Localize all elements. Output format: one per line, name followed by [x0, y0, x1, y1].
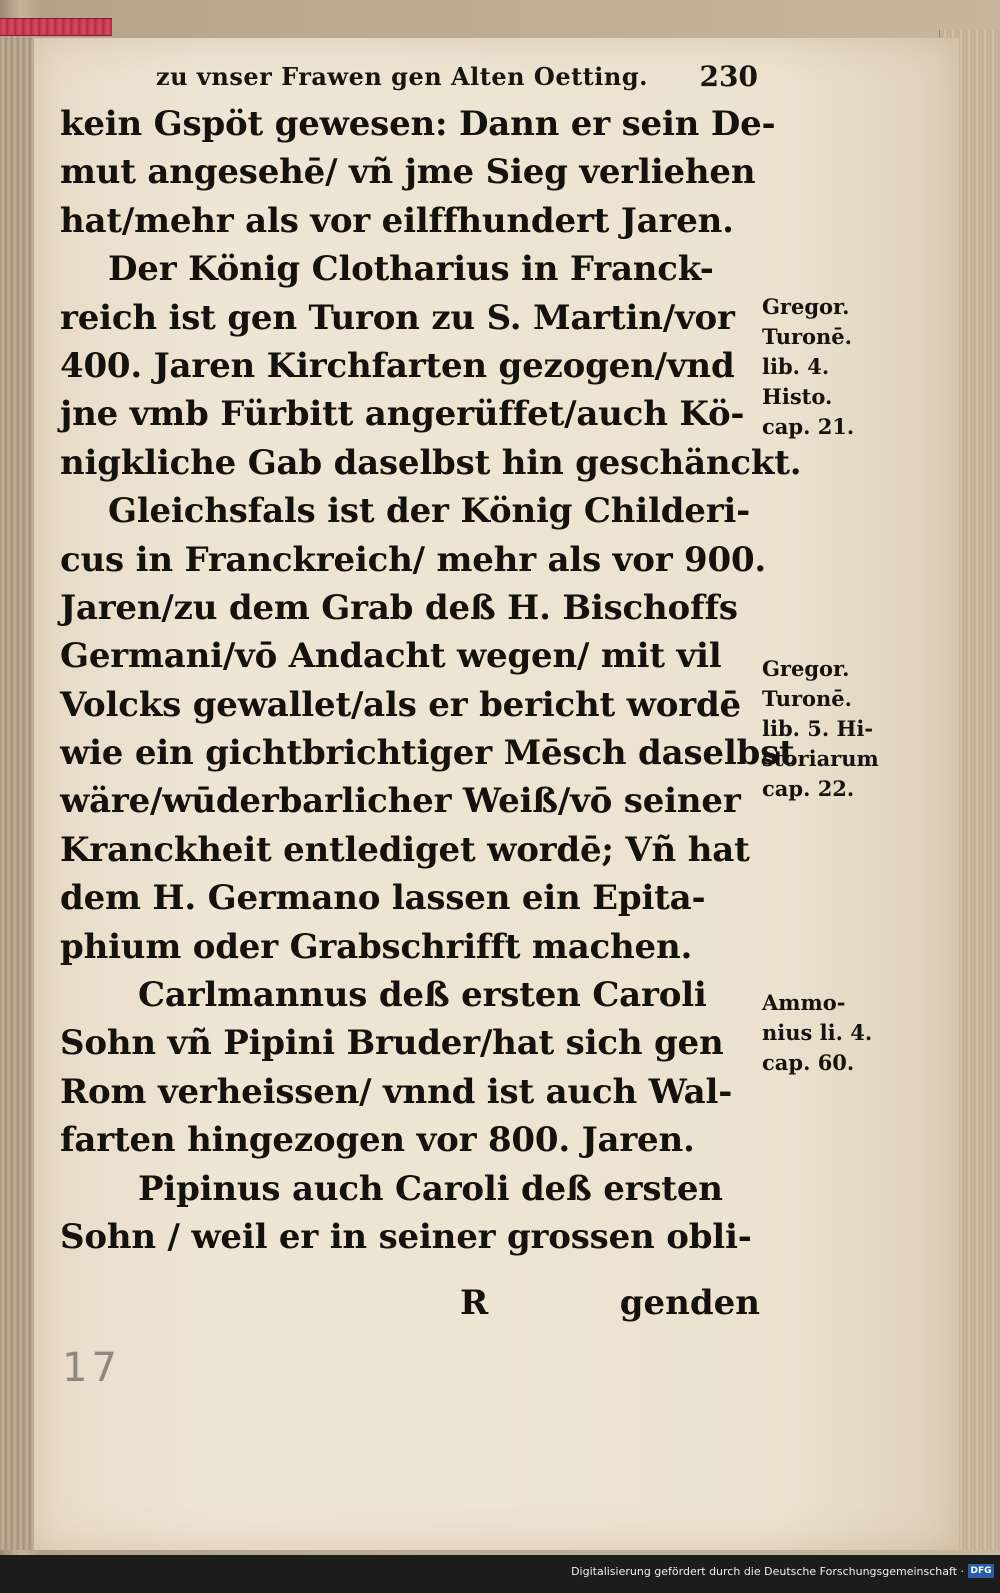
text-line: reich ist gen Turon zu S. Martin/vor — [60, 297, 735, 338]
margin-note-line: Histo. — [762, 384, 833, 409]
text-line: wie ein gichtbrichtiger Mēsch daselbst — [60, 733, 795, 774]
text-line: jne vmb Fürbitt angerüffet/auch Kö- — [60, 394, 745, 435]
text-line: Carlmannus deß ersten Caroli — [138, 975, 707, 1016]
margin-note-line: Gregor. — [762, 656, 850, 681]
margin-note-line: lib. 4. — [762, 354, 830, 379]
running-head-title: zu vnser Frawen gen Alten Oetting. — [156, 62, 648, 91]
bookmark-ribbon — [0, 18, 112, 36]
margin-note-line: storiarum — [762, 746, 879, 771]
margin-note-line: Ammo- — [762, 990, 846, 1015]
margin-note-line: cap. 22. — [762, 776, 855, 801]
binding-edge — [0, 30, 34, 1550]
margin-note-line: Turonē. — [762, 686, 852, 711]
margin-note-line: Turonē. — [762, 324, 852, 349]
text-line: mut angesehē/ vñ jme Sieg verliehen — [60, 152, 756, 193]
funding-credit: Digitalisierung gefördert durch die Deutsche Forschungsgemeinschaft · — [571, 1565, 964, 1578]
margin-note-1 — [762, 292, 922, 442]
text-line: Jaren/zu dem Grab deß H. Bischoffs — [60, 587, 738, 628]
margin-note-line: nius li. 4. — [762, 1020, 873, 1045]
margin-note-line: cap. 60. — [762, 1050, 855, 1075]
dfg-logo: DFG — [968, 1564, 994, 1578]
text-line: Kranckheit entlediget wordē; Vñ hat — [60, 829, 750, 870]
signature-mark: R — [460, 1283, 489, 1323]
text-line: wäre/wūderbarlicher Weiß/vō seiner — [60, 781, 741, 822]
margin-note-3 — [762, 988, 922, 1078]
text-line: dem H. Germano lassen ein Epita- — [60, 878, 706, 919]
text-line: farten hingezogen vor 800. Jaren. — [60, 1120, 695, 1161]
text-line: Pipinus auch Caroli deß ersten — [138, 1168, 723, 1209]
text-line: Volcks gewallet/als er bericht wordē — [60, 684, 741, 725]
margin-note-line: lib. 5. Hi- — [762, 716, 874, 741]
text-line: Rom verheissen/ vnnd ist auch Wal- — [60, 1071, 733, 1112]
text-line: hat/mehr als vor eilffhundert Jaren. — [60, 200, 734, 241]
text-line: 400. Jaren Kirchfarten gezogen/vnd — [60, 345, 735, 386]
text-line: kein Gspöt gewesen: Dann er sein De- — [60, 104, 776, 144]
catchword: genden — [619, 1283, 760, 1323]
running-head — [128, 56, 758, 96]
text-line: nigkliche Gab daselbst hin geschänckt. — [60, 442, 802, 483]
margin-note-line: Gregor. — [762, 294, 850, 319]
page-number: 230 — [699, 60, 758, 93]
text-line: phium oder Grabschrifft machen. — [60, 926, 693, 967]
margin-note-2 — [762, 654, 922, 804]
text-line: Der König Clotharius in Franck- — [108, 249, 714, 290]
text-line: Sohn vñ Pipini Bruder/hat sich gen — [60, 1023, 724, 1064]
text-line: Sohn / weil er in seiner grossen obli- — [60, 1216, 752, 1257]
margin-note-line: cap. 21. — [762, 414, 855, 439]
text-line: Germani/vō Andacht wegen/ mit vil — [60, 636, 722, 677]
text-line: cus in Franckreich/ mehr als vor 900. — [60, 539, 767, 580]
footer-bar — [0, 1555, 1000, 1593]
catchline — [460, 1283, 760, 1331]
handwritten-folio-mark: 17 — [62, 1345, 121, 1391]
text-line: Gleichsfals ist der König Childeri- — [108, 491, 751, 532]
